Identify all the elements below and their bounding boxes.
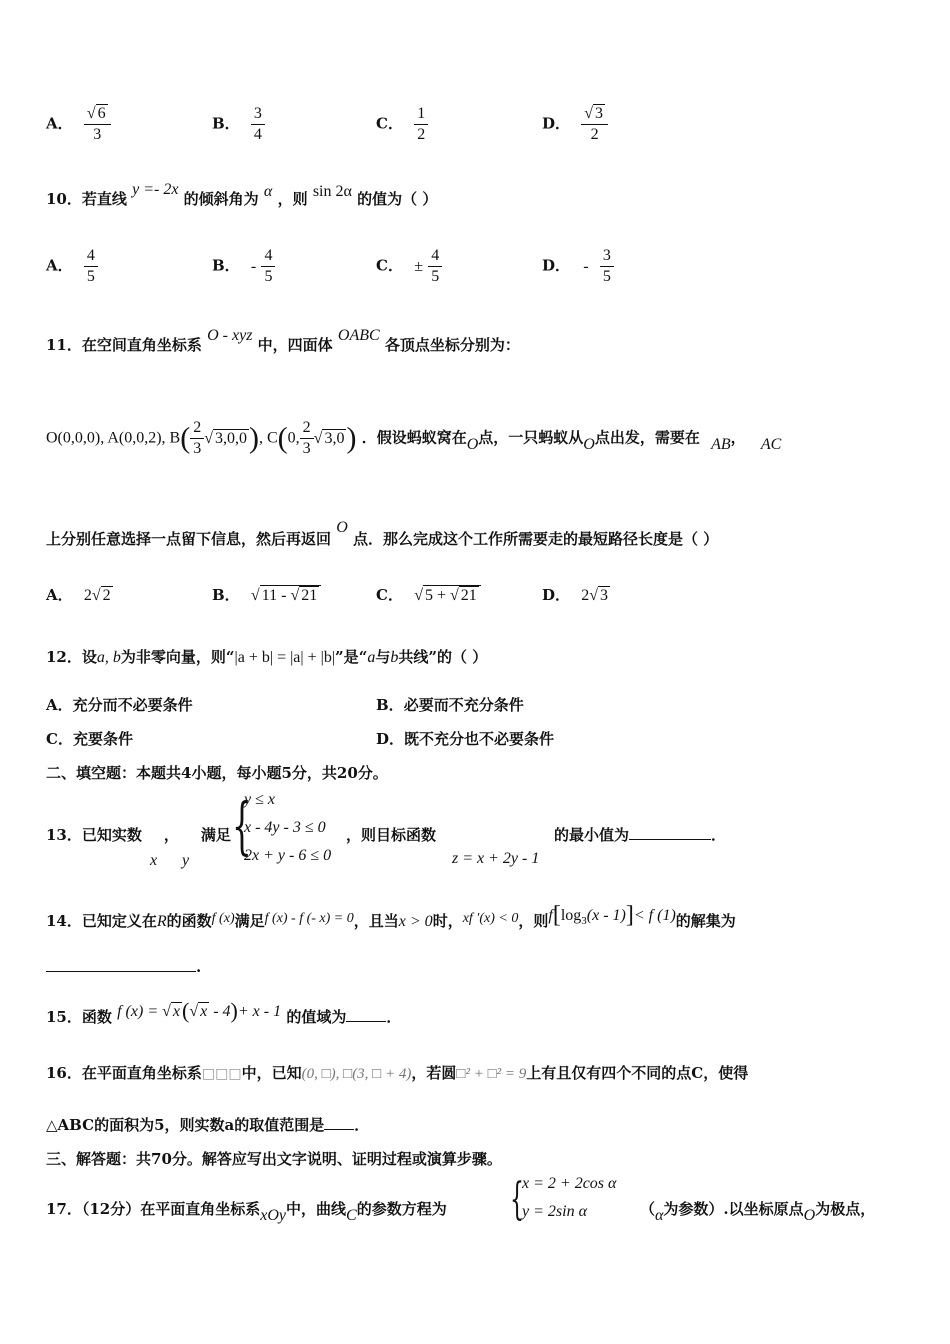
q14-answer-line: .: [46, 958, 910, 976]
q10-option-a[interactable]: A． $\frac{4}{5}$: [46, 246, 98, 287]
q12-option-a[interactable]: A．充分而不必要条件: [46, 696, 193, 714]
q17-system: x = 2 + 2cos α y = 2sin α: [522, 1175, 617, 1220]
q11-option-c[interactable]: C． √ 5 + √ 21: [376, 584, 481, 605]
q16-line2: △ABC的面积为5，则实数a的取值范围是 ．: [46, 1116, 370, 1134]
q16-stem: 16．在平面直角坐标系□□□中，已知(0, □), □(3, □ + 4)，若圆□² + □² = 9上有且仅有四个不同的点C，使得: [46, 1064, 749, 1082]
q9-option-c[interactable]: C． $\frac{1}{2}$: [376, 104, 428, 145]
q9-c-fraction: $\frac{1}{2}$: [414, 104, 428, 145]
q11-stem: 11．在空间直角坐标系 O - xyz 中，四面体 OABC 各顶点坐标分别为：: [46, 327, 520, 354]
q11-option-a[interactable]: A． 2√ 2: [46, 586, 111, 604]
q17-stem-a: 17．（12分）在平面直角坐标系xOy中，曲线C的参数方程为: [46, 1200, 447, 1224]
q14-stem: 14．已知定义在R的函数f (x)满足f (x) - f (- x) = 0，且当x > 0时，xf ′(x) < 0，则$f[\log_3(x - 1)]< f$ (1)的解集为: [46, 902, 736, 930]
q13-brace: {: [232, 789, 252, 862]
q9-b-fraction: $\frac{3}{4}$: [251, 104, 265, 145]
q12-option-b[interactable]: B．必要而不充分条件: [376, 696, 524, 714]
q9-option-a[interactable]: A． $\frac{√ 6}{3}$: [46, 104, 111, 145]
q17-brace: {: [510, 1174, 524, 1225]
q9-d-fraction: $\frac{√ 3}{2}$: [581, 104, 608, 145]
q13-system: y ≤ x x - 4y - 3 ≤ 0 2x + y - 6 ≤ 0: [244, 791, 332, 864]
q15-stem: 15．函数 f (x) = √ x(√ x - 4)+ x - 1 的值域为 ．: [46, 998, 402, 1026]
q12-stem: 12．设a, b为非零向量，则“|a + b| = |a| + |b|”是“a与b共线”的（ ）: [46, 648, 488, 666]
q11-line3: 上分别任意选择一点留下信息，然后再返回 O 点．那么完成这个工作所需要走的最短路径长度是（ ）: [46, 519, 719, 548]
q10-stem: 10．若直线 y =- 2x 的倾斜角为 α ，则 sin 2α 的值为（ ）: [46, 181, 438, 208]
q13-var-x: x: [150, 852, 158, 869]
q10-option-b[interactable]: B． - $\frac{4}{5}$: [212, 246, 275, 287]
q10-option-d[interactable]: D． - $\frac{3}{5}$: [542, 246, 614, 287]
q9-a-fraction: $\frac{√ 6}{3}$: [84, 104, 111, 145]
q13-suffix: 的最小值为 ．: [554, 826, 727, 844]
q10-option-c[interactable]: C． ± $\frac{4}{5}$: [376, 246, 442, 287]
q13-objective: z = x + 2y - 1: [452, 850, 540, 867]
q9-option-b[interactable]: B． $\frac{3}{4}$: [212, 104, 265, 145]
q11-option-b[interactable]: B． √ 11 - √ 21: [212, 584, 321, 605]
q17-stem-b: （α为参数）.以坐标原点O为极点，: [640, 1200, 876, 1224]
section3-heading: 三、解答题：共70分。解答应写出文字说明、证明过程或演算步骤。: [46, 1150, 502, 1168]
q13-stem: 13．已知实数 ， 满足: [46, 826, 231, 844]
section2-heading: 二、填空题：本题共4小题，每小题5分，共20分。: [46, 764, 388, 782]
q12-option-d[interactable]: D．既不充分也不必要条件: [376, 730, 555, 748]
q9-option-d[interactable]: D． $\frac{√ 3}{2}$: [542, 104, 608, 145]
q13-mid: ，则目标函数: [346, 826, 437, 844]
q13-var-y: y: [182, 852, 190, 869]
q12-option-c[interactable]: C．充要条件: [46, 730, 133, 748]
q11-option-d[interactable]: D． 2√ 3: [542, 586, 609, 604]
q11-points: O(0,0,0), A(0,0,2), B( $\frac{2}{3}$ √ 3,0,0), C(0, $\frac{2}{3}$ √ 3,0) ．假设蚂蚁窝在O点，一只蚂蚁从O点出发，需要在 AB， AC: [46, 419, 782, 457]
